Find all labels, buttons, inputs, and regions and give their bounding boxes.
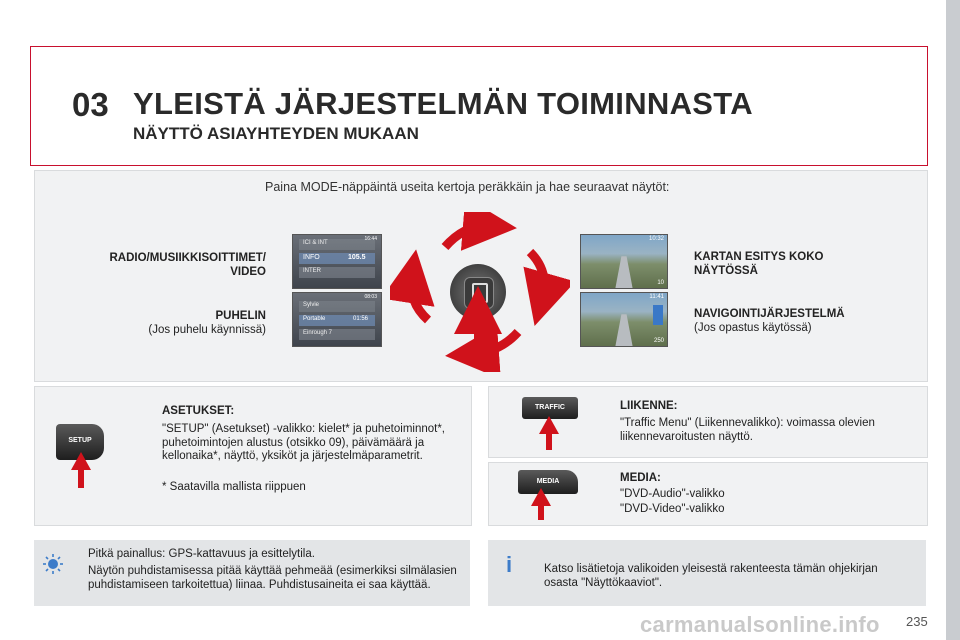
tip-line2: Näytön puhdistamisessa pitää käyttää pehmeää (esimerkiksi silmälasien puhdistamiseen tarkoitettua) liinaa. Puhdistusaineita ei saa käyttää. (88, 565, 457, 591)
page-subtitle: NÄYTTÖ ASIAYHTEYDEN MUKAAN (133, 124, 419, 143)
setup-note: * Saatavilla mallista riippuen (162, 481, 306, 493)
setup-button[interactable]: SETUP (56, 424, 104, 460)
map-mode-label: KARTAN ESITYS KOKO NÄYTÖSSÄ (694, 251, 824, 277)
phone-screen: Sylvie Portable 01:56 Einrough 7 08:03 (292, 292, 382, 347)
traffic-press-arrow-icon (539, 416, 559, 434)
cycle-arrow-right (530, 252, 544, 300)
page-number: 235 (906, 614, 928, 629)
phone-mode-label: PUHELIN (Jos puhelu käynnissä) (148, 310, 266, 336)
intro-text: Paina MODE-näppäintä useita kertoja peräkkäin ja hae seuraavat näytöt: (265, 180, 670, 194)
sun-icon (42, 553, 64, 575)
media-button[interactable]: MEDIA (518, 470, 578, 494)
chapter-number: 03 (72, 86, 109, 123)
nav-mode-label: NAVIGOINTIJÄRJESTELMÄ (Jos opastus käytössä) (694, 308, 845, 334)
media-title: MEDIA: (620, 472, 661, 484)
cycle-arrow-left (411, 276, 428, 320)
mode-cycle-arrows (390, 212, 570, 372)
map-screen: 10:32 10 (580, 234, 668, 289)
setup-text: "SETUP" (Asetukset) -valikko: kielet* ja puhetoiminnot*, puhetoimintojen alustus (otsikko 09), päivämäärä ja kellonaika*, näyttö, yksiköt ja järjestelmäparametrit. (162, 423, 446, 462)
page-side-strip (946, 0, 960, 640)
traffic-title: LIIKENNE: (620, 400, 678, 412)
cycle-arrow-top (445, 226, 490, 247)
media-item-video: "DVD-Video"-valikko (620, 503, 725, 515)
info-icon: i (505, 552, 513, 577)
media-press-arrow-icon (531, 488, 551, 506)
setup-title: ASETUKSET: (162, 405, 235, 417)
traffic-text: "Traffic Menu" (Liikennevalikko): voimassa olevien liikennevaroitusten näyttö. (620, 417, 875, 443)
footer-watermark-url: carmanualsonline.info (640, 612, 880, 637)
setup-press-arrow-icon (71, 452, 91, 470)
media-item-audio: "DVD-Audio"-valikko (620, 488, 725, 500)
traffic-button[interactable]: TRAFFIC (522, 397, 578, 419)
radio-screen: ICI & INT INFO 105.5 INTER 16:44 (292, 234, 382, 289)
info-text: Katso lisätietoja valikoiden yleisestä rakenteesta tämän ohjekirjan osasta "Näyttökaaviot". (544, 563, 878, 589)
page-title: YLEISTÄ JÄRJESTELMÄN TOIMINNASTA (133, 86, 753, 121)
radio-mode-label: RADIO/MUSIIKKISOITTIMET/ VIDEO (109, 252, 266, 278)
tip-line1: Pitkä painallus: GPS-kattavuus ja esittelytila. (88, 548, 315, 560)
nav-screen: 11:41 250 (580, 292, 668, 347)
